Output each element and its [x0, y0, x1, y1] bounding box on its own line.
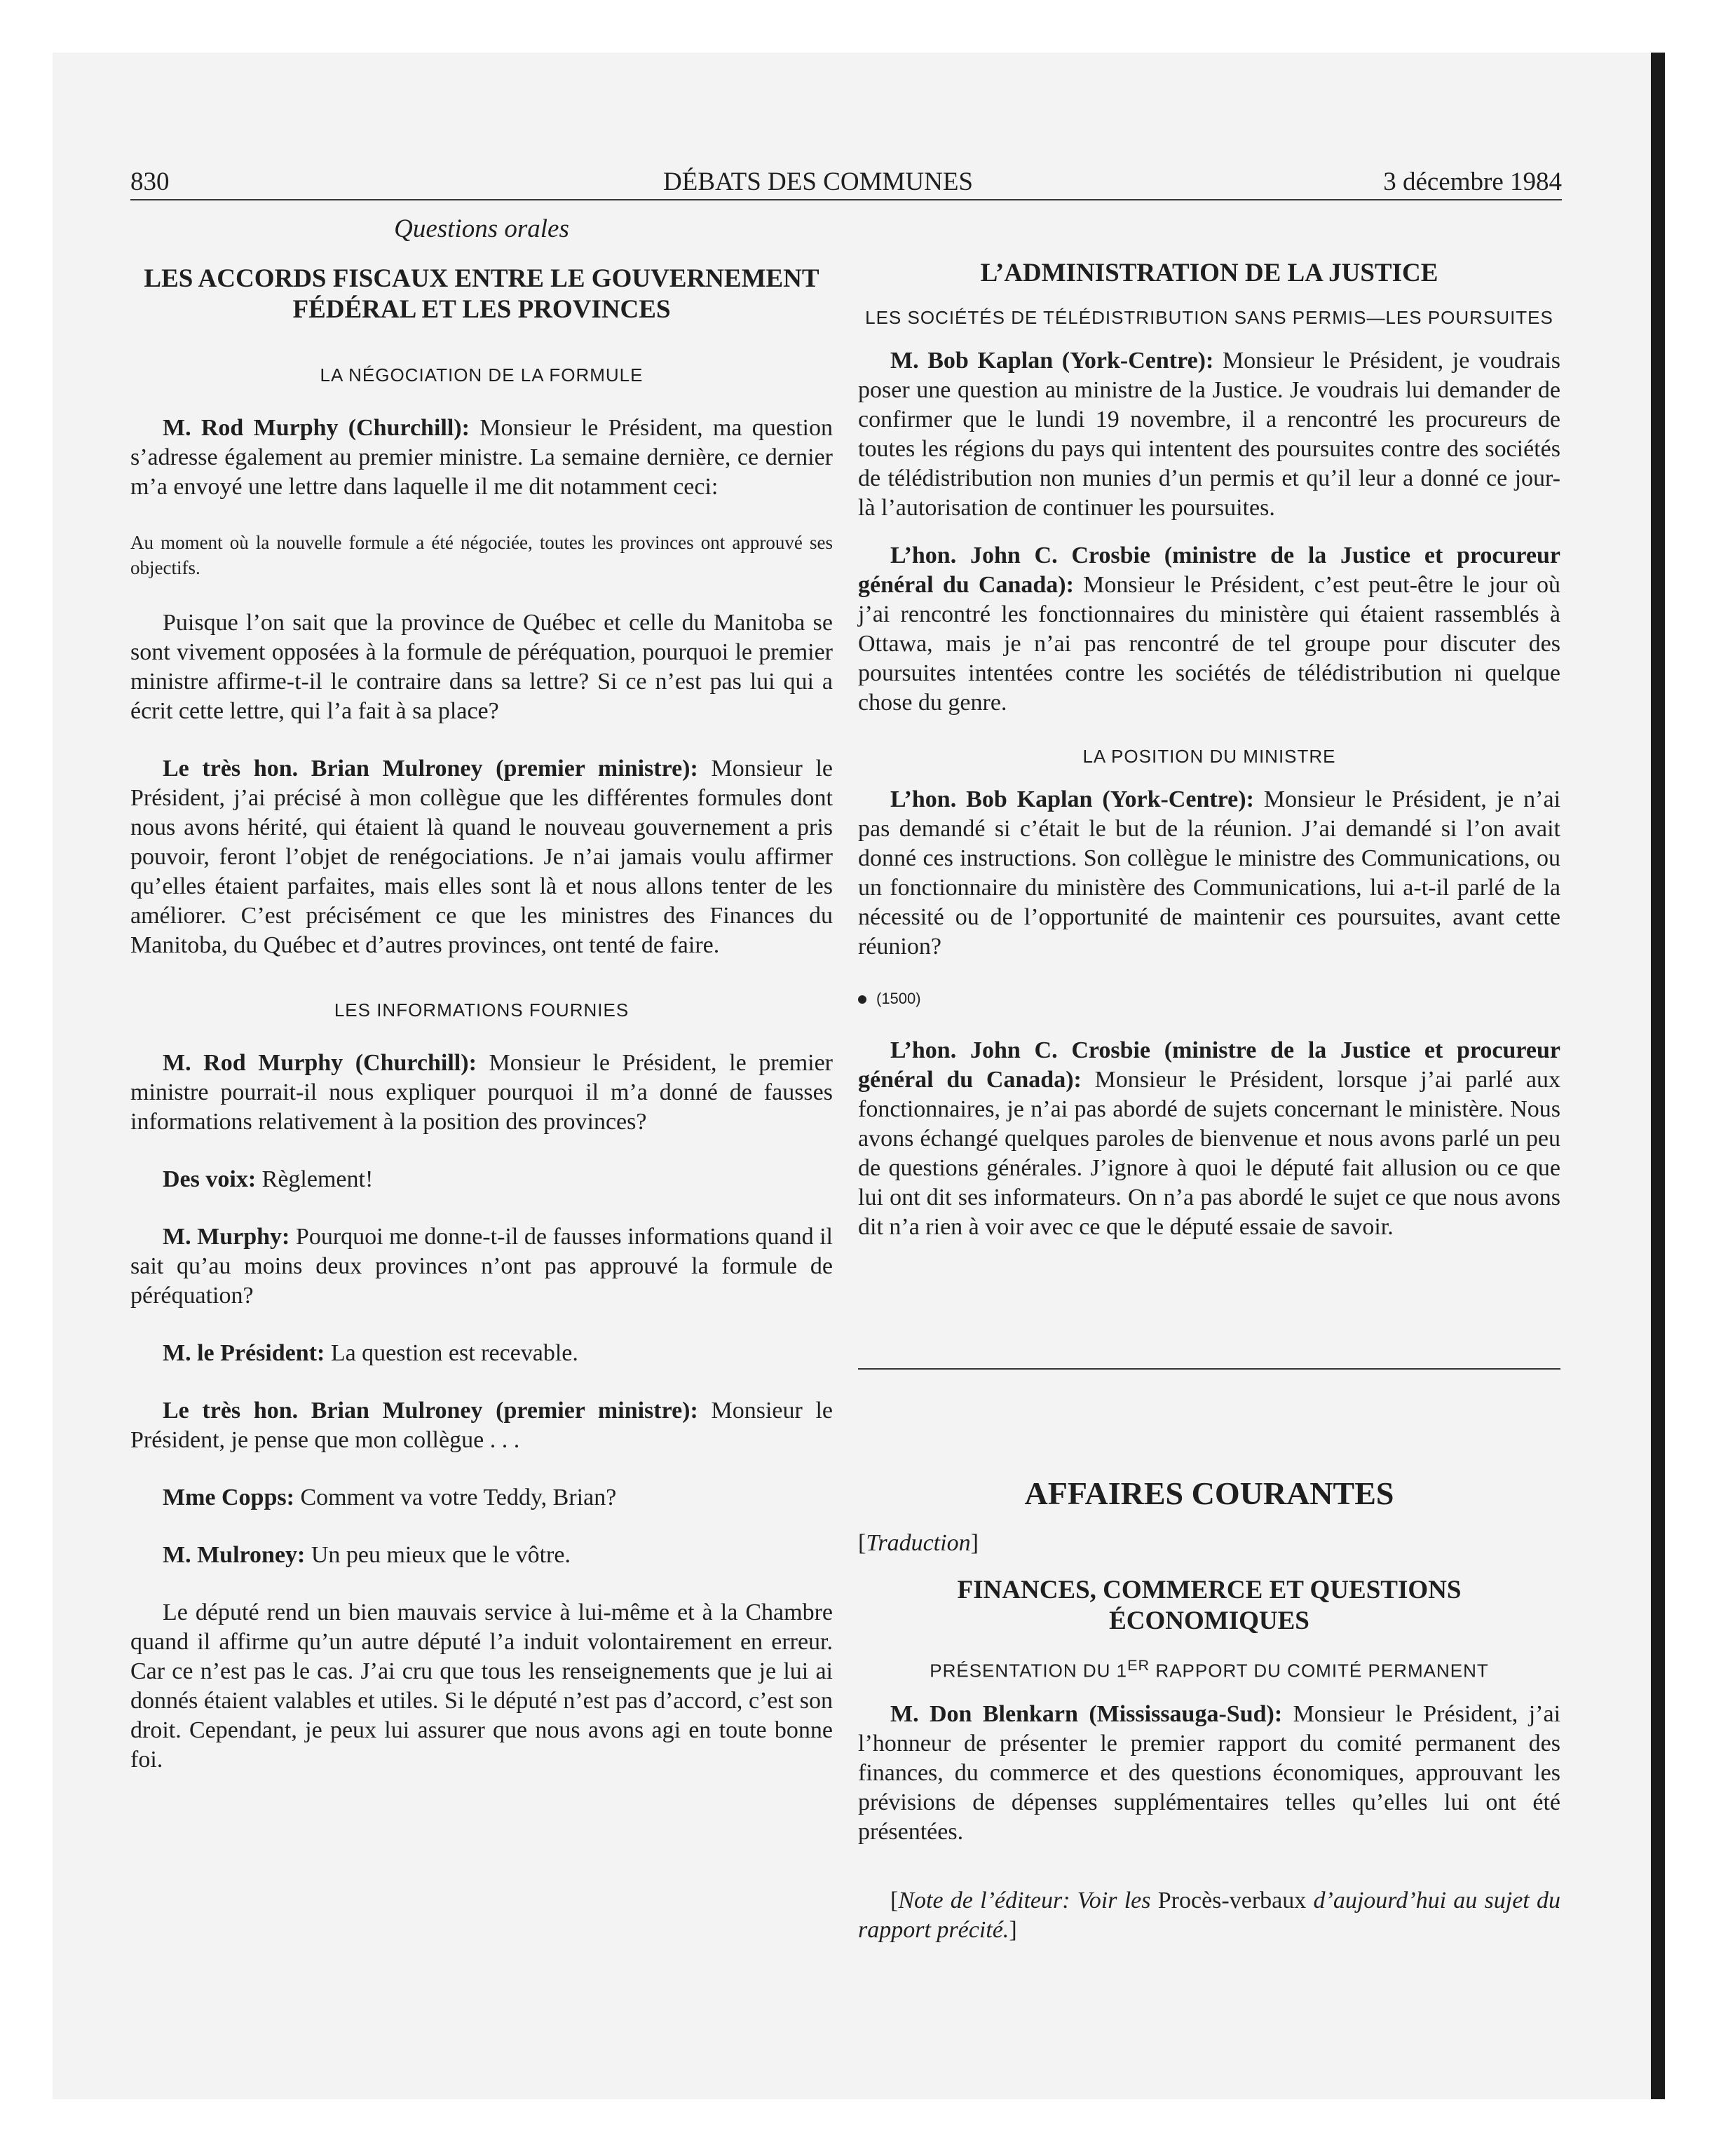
speaker: M. Bob Kaplan (York-Centre):	[890, 348, 1214, 374]
speech-text: Monsieur le Président, le premier ministre pourrait-il nous expliquer pourquoi il m’a donné de fausses informations relativement à la position des provinces?	[130, 1050, 833, 1135]
subheading-minister-position: LA POSITION DU MINISTRE	[1082, 746, 1336, 767]
speech-text: Monsieur le Président, c’est peut-être le jour où j’ai rencontré les fonctionnaires du ministère qui étaient rassemblés à Ottawa, mais je n’ai pas rencontré de tel groupe pour discuter des poursuites intentées contre les sociétés de télédistribution ni quelque chose du genre.	[858, 572, 1560, 716]
scan-edge	[1651, 53, 1665, 2099]
quoted-letter: Au moment où la nouvelle formule a été négociée, toutes les provinces ont approuvé ses objectifs.	[130, 532, 833, 578]
page-number: 830	[130, 168, 170, 196]
speech-text: Pourquoi me donne-t-il de fausses informations quand il sait qu’au moins deux provinces n’ont pas approuvé la formule de péréquation?	[130, 1224, 834, 1309]
subheading-information: LES INFORMATIONS FOURNIES	[334, 999, 630, 1021]
subheading-report	[858, 1655, 1560, 1681]
right-column	[858, 258, 1560, 1945]
translation-label: Traduction	[866, 1530, 971, 1556]
speaker: Des voix:	[163, 1166, 257, 1192]
paragraph	[130, 1396, 833, 1455]
subheading-report-sup: ER	[1127, 1656, 1150, 1674]
speech-text: Un peu mieux que le vôtre.	[311, 1542, 571, 1568]
paragraph	[130, 1339, 833, 1368]
speaker: M. le Président:	[163, 1340, 325, 1366]
paragraph	[130, 414, 833, 502]
speaker: L’hon. Bob Kaplan (York-Centre):	[890, 786, 1254, 812]
heading-finance: FINANCES, COMMERCE ET QUESTIONS ÉCONOMIQUES	[957, 1576, 1462, 1635]
publication-date: 3 décembre 1984	[1383, 168, 1562, 196]
paragraph	[130, 1165, 833, 1194]
paragraph: Puisque l’on sait que la province de Québec et celle du Manitoba se sont vivement opposées à la formule de péréquation, pourquoi le premier ministre affirme-t-il le contraire dans sa lettre? Si ce n’est pas lui qui a écrit cette lettre, qui l’a fait à sa place?	[130, 610, 833, 724]
speaker: Le très hon. Brian Mulroney (premier ministre):	[163, 1398, 698, 1424]
speech-text: Monsieur le Président, je pense que mon collègue . . .	[130, 1398, 833, 1453]
speech-text: Monsieur le Président, je n’ai pas demandé si c’était le but de la réunion. J’ai demandé si l’on avait donné ces instructions. Son collègue le ministre des Communications, ou un fonctionnaire du ministère des Communications, lui a-t-il parlé de la nécessité ou de l’opportunité de maintenir ces poursuites, avant cette réunion?	[858, 786, 1561, 960]
speech-text: Règlement!	[261, 1166, 374, 1192]
section-title: Questions orales	[394, 214, 569, 243]
section-routine-business: AFFAIRES COURANTES	[1024, 1475, 1394, 1511]
paragraph	[858, 1700, 1560, 1847]
time-marker-text: (1500)	[876, 990, 921, 1007]
speech-text: La question est recevable.	[330, 1340, 578, 1366]
speaker: M. Rod Murphy (Churchill):	[163, 1050, 477, 1076]
paragraph	[858, 346, 1560, 523]
speech-text: Monsieur le Président, ma question s’adresse également au premier ministre. La semaine dernière, ce dernier m’a envoyé une lettre dans laquelle il me dit notamment ceci:	[130, 415, 833, 500]
subheading-cable-companies: LES SOCIÉTÉS DE TÉLÉDISTRIBUTION SANS PERMIS—LES POURSUITES	[865, 307, 1553, 328]
running-header	[130, 167, 1562, 200]
paragraph	[130, 1541, 833, 1570]
speech-text: Monsieur le Président, je voudrais poser une question au ministre de la Justice. Je voudrais lui demander de confirmer que le lundi 19 novembre, il a rencontré les procureurs de toutes les régions du pays qui intentent des poursuites contre des sociétés de télédistribution non munies d’un permis et qu’il leur a donné ce jour-là l’autorisation de continuer les poursuites.	[858, 348, 1561, 521]
speaker: M. Rod Murphy (Churchill):	[163, 415, 470, 441]
heading-fiscal-agreements: LES ACCORDS FISCAUX ENTRE LE GOUVERNEMENT FÉDÉRAL ET LES PROVINCES	[144, 264, 819, 324]
paragraph	[858, 785, 1560, 962]
speaker: Mme Copps:	[163, 1485, 294, 1510]
editor-note-part2: Procès-verbaux	[1157, 1887, 1307, 1913]
bullet-icon	[858, 995, 866, 1004]
paragraph	[130, 754, 833, 960]
heading-justice: L’ADMINISTRATION DE LA JUSTICE	[980, 259, 1438, 287]
speech-text: Monsieur le Président, j’ai précisé à mon collègue que les différentes formules dont nous avons hérité, qui étaient là quand le nouveau gouvernement a pris pouvoir, feront l’objet de renégociations. Je n’ai jamais voulu affirmer qu’elles étaient parfaites, mais elles sont là et nous allons tenter de les améliorer. C’est précisément ce que les ministres des Finances du Manitoba, du Québec et d’autres provinces, ont tenté de faire.	[130, 756, 833, 958]
subheading-report-pre: PRÉSENTATION DU 1	[930, 1660, 1128, 1681]
speaker: M. Murphy:	[163, 1224, 290, 1250]
editor-note: [Note de l’éditeur: Voir les Procès-verbaux d’aujourd’hui au sujet du rapport précité.]	[858, 1887, 1561, 1943]
subheading-formula: LA NÉGOCIATION DE LA FORMULE	[320, 364, 644, 386]
paragraph	[130, 1049, 833, 1137]
speaker: M. Mulroney:	[163, 1542, 306, 1568]
paragraph: Le député rend un bien mauvais service à lui-même et à la Chambre quand il affirme qu’un autre député l’a induit volontairement en erreur. Car ce n’est pas le cas. J’ai cru que tous les renseignements que je lui ai donnés étaient valables et utiles. Si le député n’est pas d’accord, c’est son droit. Cependant, je peux lui assurer que nous avons agi en toute bonne foi.	[130, 1599, 833, 1773]
speech-text: Comment va votre Teddy, Brian?	[300, 1485, 617, 1510]
translation-note: [Traduction]	[858, 1530, 979, 1556]
paragraph	[130, 1222, 833, 1311]
left-column	[130, 214, 833, 1775]
speaker: Le très hon. Brian Mulroney (premier ministre):	[163, 756, 698, 782]
speaker: L’hon. John C. Crosbie (ministre de la Justice et procureur général du Canada):	[858, 1037, 1560, 1093]
speaker: L’hon. John C. Crosbie (ministre de la Justice et procureur général du Canada):	[858, 543, 1560, 598]
editor-note-part3: d’aujourd’hui au sujet du rapport précité.	[858, 1887, 1561, 1943]
paragraph	[858, 541, 1560, 718]
speech-text: Monsieur le Président, lorsque j’ai parlé aux fonctionnaires, je n’ai pas abordé de sujets concernant le ministère. Nous avons échangé quelques paroles de bienvenue et nous avons parlé un peu de questions générales. J’ignore à quoi le député fait allusion ou ce que lui ont dit ses informateurs. On n’a pas abordé le sujet ce que nous avons dit n’a rien à voir avec ce que le député essaie de savoir.	[858, 1067, 1560, 1240]
subheading-report-post: RAPPORT DU COMITÉ PERMANENT	[1150, 1660, 1489, 1681]
time-marker	[858, 990, 1560, 1008]
editor-note-part1: Note de l’éditeur: Voir les	[898, 1887, 1151, 1913]
paragraph	[130, 1483, 833, 1513]
publication-title: DÉBATS DES COMMUNES	[663, 168, 974, 196]
speech-text: Monsieur le Président, j’ai l’honneur de présenter le premier rapport du comité permanent des finances, du commerce et des questions économiques, approuvant les prévisions de dépenses supplémentaires telles qu’elles lui ont été présentées.	[858, 1700, 1561, 1845]
speaker: M. Don Blenkarn (Mississauga-Sud):	[890, 1700, 1283, 1727]
paragraph	[858, 1036, 1560, 1242]
